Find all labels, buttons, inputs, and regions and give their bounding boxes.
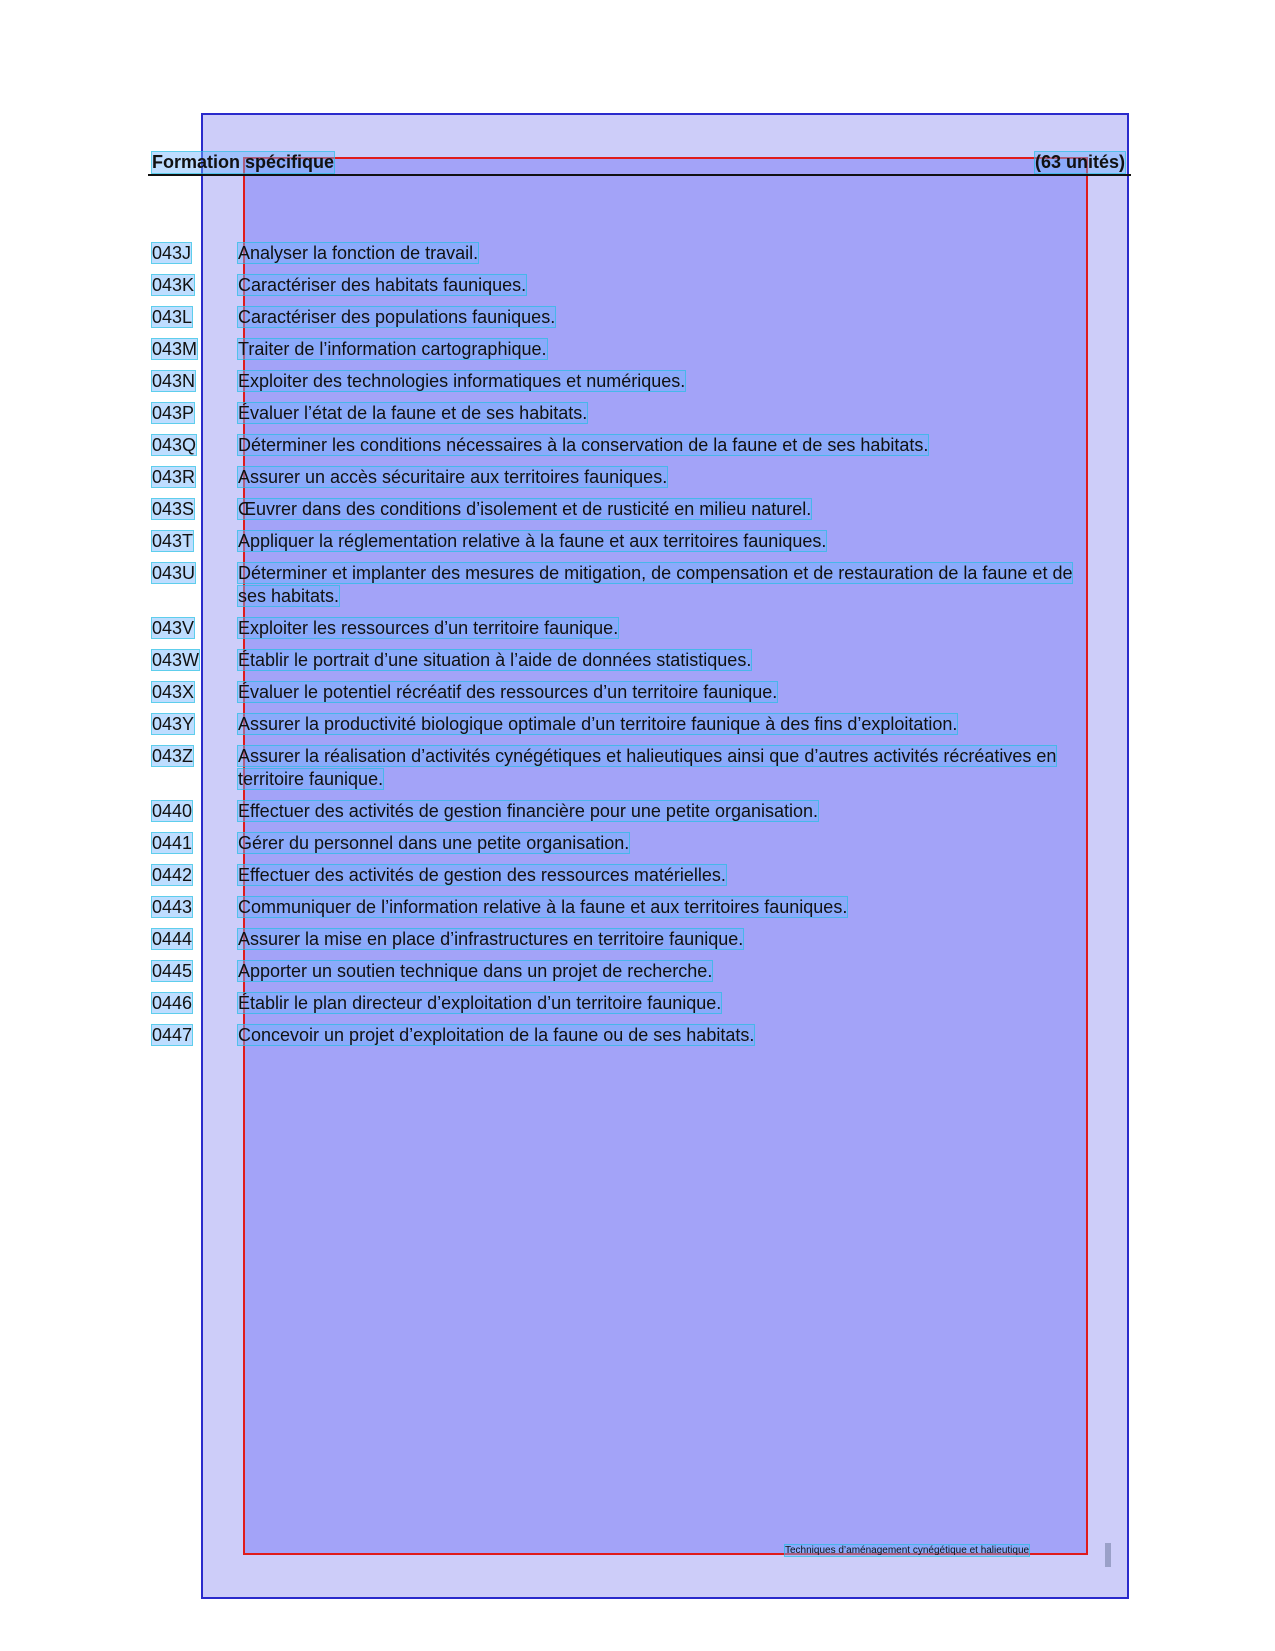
competency-code: [152, 832, 242, 855]
competency-code-text: 043W: [152, 650, 200, 670]
competency-item: [150, 992, 1100, 1015]
competency-code: [152, 617, 242, 640]
competency-code-text: 043Y: [152, 714, 195, 734]
competency-text: [238, 649, 1093, 672]
competency-item: [150, 466, 1100, 489]
competency-text: [238, 928, 1093, 951]
competency-text-line: Assurer la réalisation d’activités cynégétiques et halieutiques ainsi que d’autres activités récréatives en territoire faunique.: [238, 746, 1057, 789]
competency-item: [150, 434, 1100, 457]
competency-text: [238, 745, 1093, 791]
competency-text: [238, 306, 1093, 329]
competency-code: [152, 306, 242, 329]
competency-text: [238, 338, 1093, 361]
competency-item: [150, 338, 1100, 361]
competency-item: [150, 864, 1100, 887]
competency-code-text: 043X: [152, 682, 195, 702]
competency-item: [150, 745, 1100, 791]
competency-item: [150, 530, 1100, 553]
competency-text: [238, 681, 1093, 704]
competency-item: [150, 1024, 1100, 1047]
competency-text-line: Concevoir un projet d’exploitation de la faune ou de ses habitats.: [238, 1025, 755, 1045]
competency-text: [238, 960, 1093, 983]
competency-code-text: 0447: [152, 1025, 193, 1045]
competency-code-text: 0443: [152, 897, 193, 917]
competency-text: [238, 402, 1093, 425]
competency-code-text: 0446: [152, 993, 193, 1013]
competency-text-line: Effectuer des activités de gestion des ressources matérielles.: [238, 865, 726, 885]
competency-code-text: 0440: [152, 801, 193, 821]
competency-text-line: Caractériser des populations fauniques.: [238, 307, 556, 327]
competency-text: [238, 498, 1093, 521]
competency-text-line: Évaluer l’état de la faune et de ses habitats.: [238, 403, 588, 423]
competency-text-line: Assurer un accès sécuritaire aux territoires fauniques.: [238, 467, 668, 487]
competency-item: [150, 562, 1100, 608]
competency-text: [238, 896, 1093, 919]
competency-item: [150, 370, 1100, 393]
competency-text: [238, 370, 1093, 393]
competency-code-text: 043N: [152, 371, 196, 391]
competency-text-line: Déterminer et implanter des mesures de mitigation, de compensation et de restauration de la faune et de ses habitats.: [238, 563, 1073, 606]
competency-text-line: Appliquer la réglementation relative à la faune et aux territoires fauniques.: [238, 531, 827, 551]
competency-text: [238, 713, 1093, 736]
competency-text: [238, 562, 1093, 608]
competency-text: [238, 1024, 1093, 1047]
competency-code-text: 043K: [152, 275, 195, 295]
competency-code-text: 043Q: [152, 435, 197, 455]
competency-code: [152, 960, 242, 983]
competency-text-line: Évaluer le potentiel récréatif des ressources d’un territoire faunique.: [238, 682, 778, 702]
competency-code: [152, 928, 242, 951]
competency-item: [150, 617, 1100, 640]
competency-text: [238, 800, 1093, 823]
competency-item: [150, 960, 1100, 983]
competency-code: [152, 498, 242, 521]
competency-code-text: 0441: [152, 833, 193, 853]
competency-text: [238, 864, 1093, 887]
competency-code-text: 043U: [152, 563, 196, 583]
competency-text: [238, 434, 1093, 457]
competency-code: [152, 800, 242, 823]
competency-item: [150, 928, 1100, 951]
competency-code: [152, 402, 242, 425]
competency-text-line: Exploiter des technologies informatiques et numériques.: [238, 371, 686, 391]
competency-code: [152, 434, 242, 457]
competency-code: [152, 562, 242, 585]
competency-text: [238, 466, 1093, 489]
competency-item: [150, 242, 1100, 265]
competency-code-text: 043R: [152, 467, 196, 487]
competency-code-text: 043J: [152, 243, 192, 263]
footer-program-name: Techniques d’aménagement cynégétique et halieutique: [785, 1545, 1030, 1556]
competency-text-line: Assurer la mise en place d’infrastructures en territoire faunique.: [238, 929, 744, 949]
competency-code: [152, 649, 242, 672]
competency-text-line: Déterminer les conditions nécessaires à la conservation de la faune et de ses habitats.: [238, 435, 929, 455]
competency-code-text: 0442: [152, 865, 193, 885]
competency-item: [150, 498, 1100, 521]
page-footer: [785, 1545, 1130, 1559]
competency-text-line: Exploiter les ressources d’un territoire faunique.: [238, 618, 619, 638]
competency-code-text: 043V: [152, 618, 195, 638]
competency-code: [152, 242, 242, 265]
competency-code: [152, 896, 242, 919]
competency-text-line: Établir le portrait d’une situation à l’aide de données statistiques.: [238, 650, 752, 670]
competency-code: [152, 466, 242, 489]
section-title: Formation spécifique: [152, 152, 335, 172]
section-header: [148, 150, 1131, 176]
competency-code-text: 043S: [152, 499, 195, 519]
competency-text-line: Effectuer des activités de gestion financière pour une petite organisation.: [238, 801, 819, 821]
competency-text-line: Établir le plan directeur d’exploitation d’un territoire faunique.: [238, 993, 722, 1013]
competency-text-line: Traiter de l’information cartographique.: [238, 339, 547, 359]
competency-text: [238, 832, 1093, 855]
competency-code: [152, 530, 242, 553]
competency-text-line: Apporter un soutien technique dans un projet de recherche.: [238, 961, 713, 981]
competency-list: [150, 242, 1100, 1056]
competency-code: [152, 338, 242, 361]
competency-text-line: Analyser la fonction de travail.: [238, 243, 479, 263]
page-number-marker: [1105, 1543, 1111, 1567]
competency-code-text: 0445: [152, 961, 193, 981]
competency-text-line: Gérer du personnel dans une petite organisation.: [238, 833, 630, 853]
competency-code: [152, 864, 242, 887]
competency-item: [150, 832, 1100, 855]
competency-code-text: 043P: [152, 403, 195, 423]
competency-text: [238, 617, 1093, 640]
competency-code-text: 043M: [152, 339, 198, 359]
competency-item: [150, 274, 1100, 297]
competency-text: [238, 274, 1093, 297]
competency-text: [238, 992, 1093, 1015]
competency-text: [238, 242, 1093, 265]
competency-item: [150, 713, 1100, 736]
competency-code: [152, 992, 242, 1015]
competency-code: [152, 1024, 242, 1047]
competency-item: [150, 681, 1100, 704]
competency-code: [152, 274, 242, 297]
competency-code: [152, 713, 242, 736]
competency-text-line: Œuvrer dans des conditions d’isolement et de rusticité en milieu naturel.: [238, 499, 812, 519]
competency-code-text: 043Z: [152, 746, 194, 766]
competency-text-line: Communiquer de l’information relative à la faune et aux territoires fauniques.: [238, 897, 848, 917]
competency-text-line: Assurer la productivité biologique optimale d’un territoire faunique à des fins d’exploitation.: [238, 714, 958, 734]
competency-code: [152, 681, 242, 704]
competency-code-text: 0444: [152, 929, 193, 949]
competency-item: [150, 306, 1100, 329]
section-units: (63 unités): [1034, 152, 1125, 172]
competency-code: [152, 370, 242, 393]
competency-text: [238, 530, 1093, 553]
competency-code: [152, 745, 242, 768]
competency-item: [150, 402, 1100, 425]
competency-item: [150, 800, 1100, 823]
competency-text-line: Caractériser des habitats fauniques.: [238, 275, 527, 295]
competency-code-text: 043L: [152, 307, 193, 327]
competency-item: [150, 896, 1100, 919]
competency-item: [150, 649, 1100, 672]
competency-code-text: 043T: [152, 531, 194, 551]
